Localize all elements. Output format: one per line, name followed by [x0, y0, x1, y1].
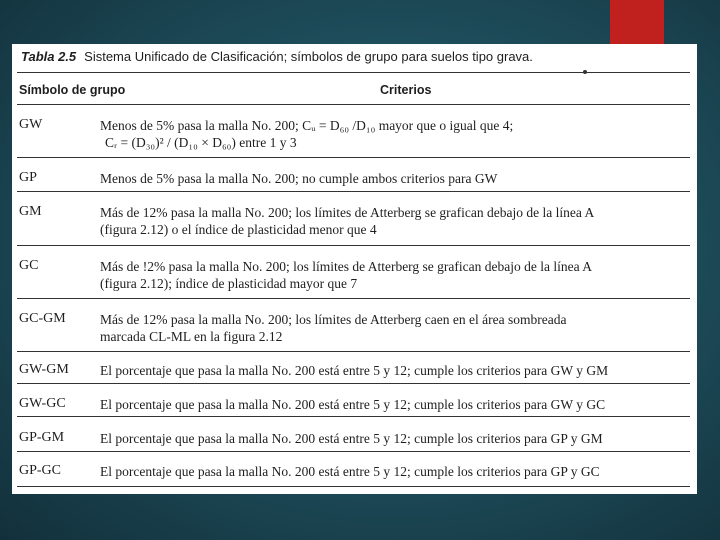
- criteria-text: Más de !2% pasa la malla No. 200; los límites de Atterberg se grafican debajo de la línea A (figura 2.12); índice de plasticidad mayor que 7: [100, 259, 592, 291]
- row-rule: [17, 383, 690, 384]
- table-bottom-rule: [17, 486, 690, 487]
- criteria-text: Menos de 5% pasa la malla No. 200; Cᵤ = D₆₀ /D₁₀ mayor que o igual que 4; Cᵣ = (D₃₀)² / (D₁₀ × D₆₀) entre 1 y 3: [100, 118, 514, 150]
- group-symbol: GC-GM: [19, 311, 66, 326]
- group-symbol: GP: [19, 170, 37, 185]
- header-rule: [17, 104, 690, 105]
- slide-accent-bar: [610, 0, 664, 44]
- group-symbol: GM: [19, 204, 42, 219]
- row-rule: [17, 298, 690, 299]
- group-symbol: GP-GM: [19, 430, 65, 445]
- criteria-text: Más de 12% pasa la malla No. 200; los límites de Atterberg se grafican debajo de la línea A (figura 2.12) o el índice de plasticidad menor que 4: [100, 205, 595, 237]
- criteria-text: Menos de 5% pasa la malla No. 200; no cumple ambos criterios para GW: [100, 171, 498, 186]
- table-caption: [21, 49, 533, 64]
- row-rule: [17, 416, 690, 417]
- criteria-text: El porcentaje que pasa la malla No. 200 está entre 5 y 12; cumple los criterios para GP y GM: [100, 431, 603, 446]
- row-rule: [17, 245, 690, 246]
- criteria-text: El porcentaje que pasa la malla No. 200 está entre 5 y 12; cumple los criterios para GW y GM: [100, 363, 609, 378]
- row-rule: [17, 157, 690, 158]
- criteria-text: El porcentaje que pasa la malla No. 200 está entre 5 y 12; cumple los criterios para GP y GC: [100, 464, 600, 479]
- row-rule: [17, 191, 690, 192]
- table-document: [12, 44, 697, 494]
- group-symbol: GW-GM: [19, 362, 69, 377]
- row-rule: [17, 351, 690, 352]
- group-symbol: GC: [19, 258, 39, 273]
- column-header-criteria: Criterios: [380, 83, 432, 97]
- table-title: Sistema Unificado de Clasificación; símbolos de grupo para suelos tipo grava.: [84, 49, 533, 64]
- table-top-rule: [17, 72, 690, 73]
- criteria-text: El porcentaje que pasa la malla No. 200 está entre 5 y 12; cumple los criterios para GW y GC: [100, 397, 606, 412]
- row-rule: [17, 451, 690, 452]
- group-symbol: GW-GC: [19, 396, 66, 411]
- group-symbol: GP-GC: [19, 463, 62, 478]
- column-header-symbol: Símbolo de grupo: [19, 83, 126, 97]
- group-symbol: GW: [19, 117, 43, 132]
- criteria-text: Más de 12% pasa la malla No. 200; los límites de Atterberg caen en el área sombreada marcada CL-ML en la figura 2.12: [100, 312, 567, 344]
- table-label: Tabla 2.5: [21, 49, 77, 64]
